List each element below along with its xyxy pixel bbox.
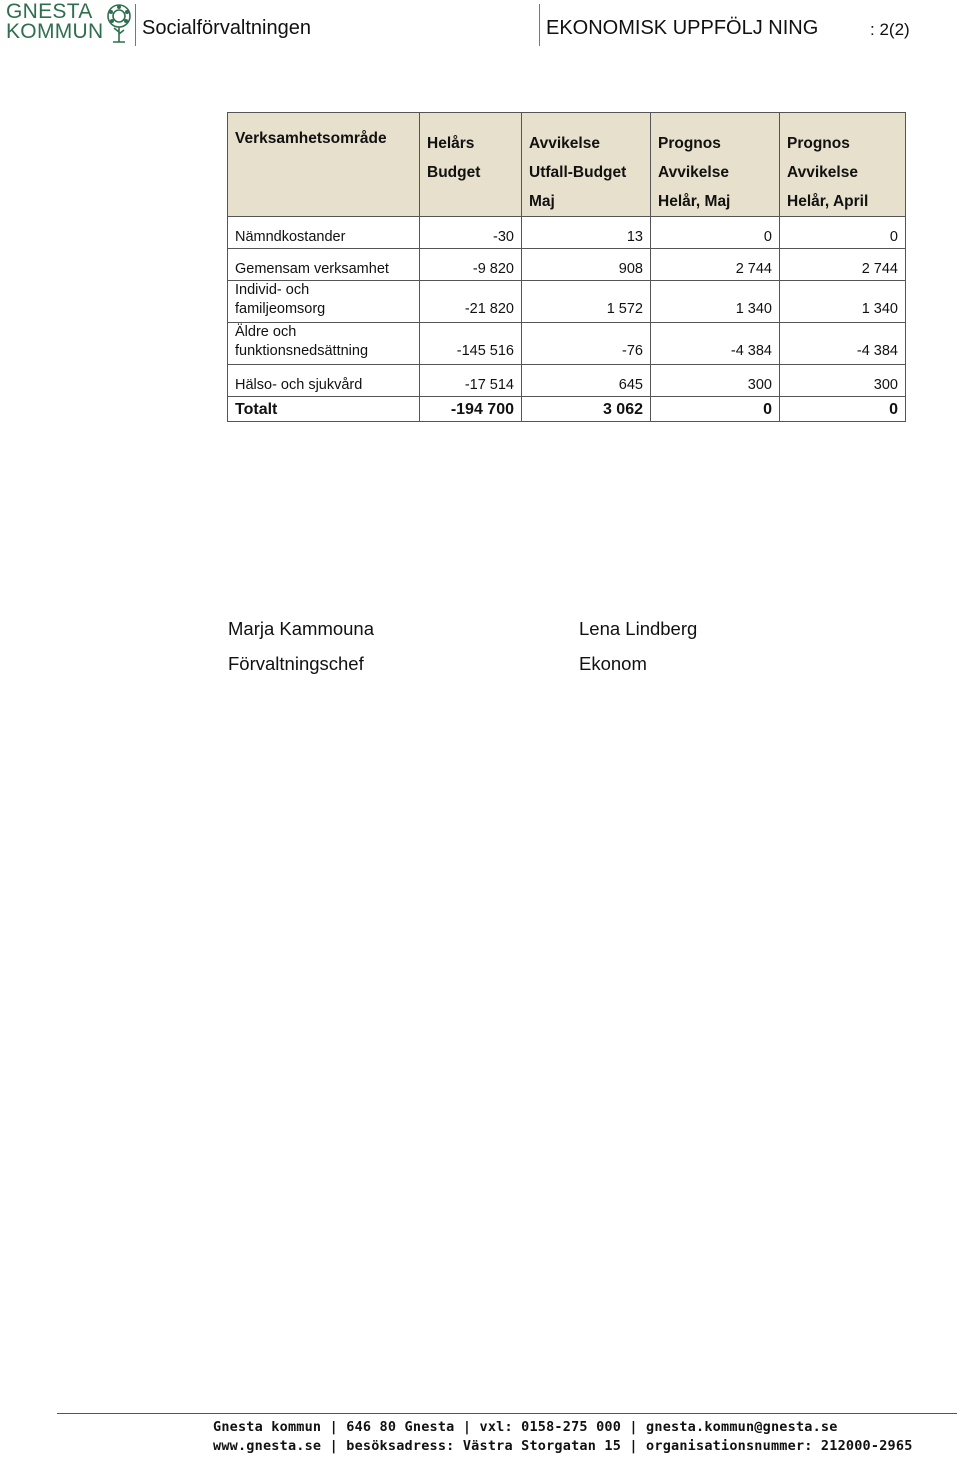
footer-address-line: www.gnesta.se | besöksadress: Västra Storgatan 15 | organisationsnummer: 212000-2965 — [213, 1438, 913, 1454]
table-cell: -21 820 — [420, 281, 522, 323]
table-cell: -9 820 — [420, 249, 522, 281]
total-label: Totalt — [228, 397, 420, 422]
signature-name: Lena Lindberg — [579, 618, 698, 639]
tree-icon — [104, 2, 134, 44]
table-cell: 0 — [651, 217, 780, 249]
row-label: Nämndkostander — [228, 217, 420, 249]
page-number: : 2(2) — [870, 20, 910, 39]
table-row — [228, 323, 906, 365]
table-cell: 2 744 — [780, 249, 906, 281]
header-cell: Helårs Budget — [420, 113, 522, 217]
table-cell: 0 — [780, 397, 906, 422]
table-cell: 645 — [522, 365, 651, 397]
table-cell: 13 — [522, 217, 651, 249]
table-cell: -17 514 — [420, 365, 522, 397]
total-row — [228, 397, 906, 422]
budget-table — [227, 112, 906, 422]
header-divider — [135, 4, 136, 46]
table-row — [228, 365, 906, 397]
signature-title: Förvaltningschef — [228, 653, 364, 674]
table-row — [228, 281, 906, 323]
table-cell: -4 384 — [780, 323, 906, 365]
page-header — [0, 0, 960, 50]
table-row — [228, 249, 906, 281]
table-header-row — [228, 113, 906, 217]
row-label: Gemensam verksamhet — [228, 249, 420, 281]
signature-title: Ekonom — [579, 653, 647, 674]
table-cell: -4 384 — [651, 323, 780, 365]
row-label: Äldre och funktionsnedsättning — [228, 323, 420, 365]
gnesta-kommun-logo — [6, 2, 132, 44]
header-cell: Verksamhetsområde — [228, 113, 420, 217]
table-cell: -30 — [420, 217, 522, 249]
signature-name: Marja Kammouna — [228, 618, 375, 639]
department-name: Socialförvaltningen — [142, 17, 311, 39]
footer-contact-line: Gnesta kommun | 646 80 Gnesta | vxl: 0158-275 000 | gnesta.kommun@gnesta.se — [213, 1419, 838, 1435]
table-cell: 3 062 — [522, 397, 651, 422]
table-cell: -194 700 — [420, 397, 522, 422]
header-cell: Avvikelse Utfall-Budget Maj — [522, 113, 651, 217]
footer-divider — [57, 1413, 957, 1414]
table-cell: 1 340 — [651, 281, 780, 323]
table-cell: 0 — [780, 217, 906, 249]
table-cell: 908 — [522, 249, 651, 281]
table-cell: -145 516 — [420, 323, 522, 365]
table-cell: 300 — [651, 365, 780, 397]
header-divider — [539, 4, 540, 46]
table-cell: -76 — [522, 323, 651, 365]
header-cell: Prognos Avvikelse Helår, April — [780, 113, 906, 217]
table-cell: 2 744 — [651, 249, 780, 281]
row-label: Individ- och familjeomsorg — [228, 281, 420, 323]
header-cell: Prognos Avvikelse Helår, Maj — [651, 113, 780, 217]
table-row — [228, 217, 906, 249]
table-cell: 1 572 — [522, 281, 651, 323]
table-cell: 300 — [780, 365, 906, 397]
logo-wordmark: GNESTA KOMMUN — [6, 0, 104, 43]
document-title: EKONOMISK UPPFÖLJ NING — [546, 17, 819, 39]
table-cell: 0 — [651, 397, 780, 422]
table-cell: 1 340 — [780, 281, 906, 323]
row-label: Hälso- och sjukvård — [228, 365, 420, 397]
